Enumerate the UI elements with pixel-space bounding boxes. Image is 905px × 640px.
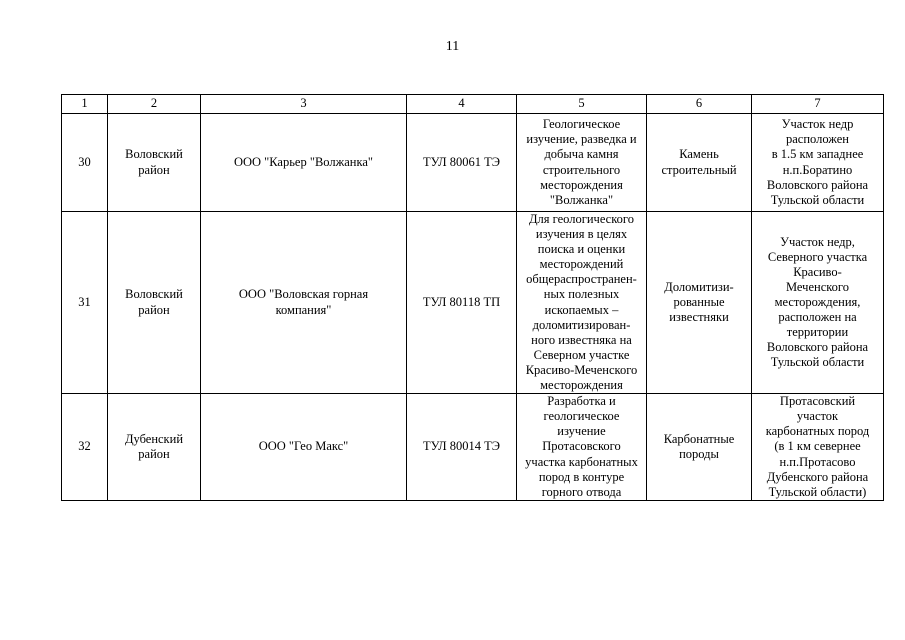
row-number-cell: 30 (62, 114, 108, 212)
district-cell: Воловский район (108, 114, 201, 212)
license-number-cell: ТУЛ 80118 ТП (407, 212, 517, 394)
header-cell: 1 (62, 95, 108, 114)
header-cell: 7 (752, 95, 884, 114)
header-cell: 6 (647, 95, 752, 114)
license-number-cell: ТУЛ 80061 ТЭ (407, 114, 517, 212)
company-cell: ООО "Воловская горная компания" (201, 212, 407, 394)
mineral-cell: Камень строительный (647, 114, 752, 212)
table-row (62, 212, 884, 394)
purpose-cell: Геологическое изучение, разведка и добыча камня строительного месторождения "Волжанка" (517, 114, 647, 212)
table-row (62, 394, 884, 501)
header-cell: 3 (201, 95, 407, 114)
purpose-cell: Разработка и геологическое изучение Протасовского участка карбонатных пород в контуре горного отвода (517, 394, 647, 501)
row-number-cell: 31 (62, 212, 108, 394)
header-cell: 4 (407, 95, 517, 114)
license-number-cell: ТУЛ 80014 ТЭ (407, 394, 517, 501)
location-cell: Протасовский участок карбонатных пород (в 1 км севернее н.п.Протасово Дубенского района Тульской области) (752, 394, 884, 501)
location-cell: Участок недр расположен в 1.5 км западнее н.п.Боратино Воловского района Тульской области (752, 114, 884, 212)
header-row (62, 95, 884, 114)
location-cell: Участок недр, Северного участка Красиво- Меченского месторождения, расположен на территории Воловского района Тульской области (752, 212, 884, 394)
purpose-cell: Для геологического изучения в целях поиска и оценки месторождений общераспространен- ных полезных ископаемых – доломитизирован- ного известняка на Северном участке Красиво-Меченского месторождения (517, 212, 647, 394)
row-number-cell: 32 (62, 394, 108, 501)
company-cell: ООО "Карьер "Волжанка" (201, 114, 407, 212)
license-table (61, 94, 884, 501)
header-cell: 5 (517, 95, 647, 114)
mineral-cell: Карбонатные породы (647, 394, 752, 501)
district-cell: Воловский район (108, 212, 201, 394)
table-row (62, 114, 884, 212)
company-cell: ООО "Гео Макс" (201, 394, 407, 501)
mineral-cell: Доломитизи- рованные известняки (647, 212, 752, 394)
page-number: 11 (445, 39, 460, 54)
header-cell: 2 (108, 95, 201, 114)
district-cell: Дубенский район (108, 394, 201, 501)
